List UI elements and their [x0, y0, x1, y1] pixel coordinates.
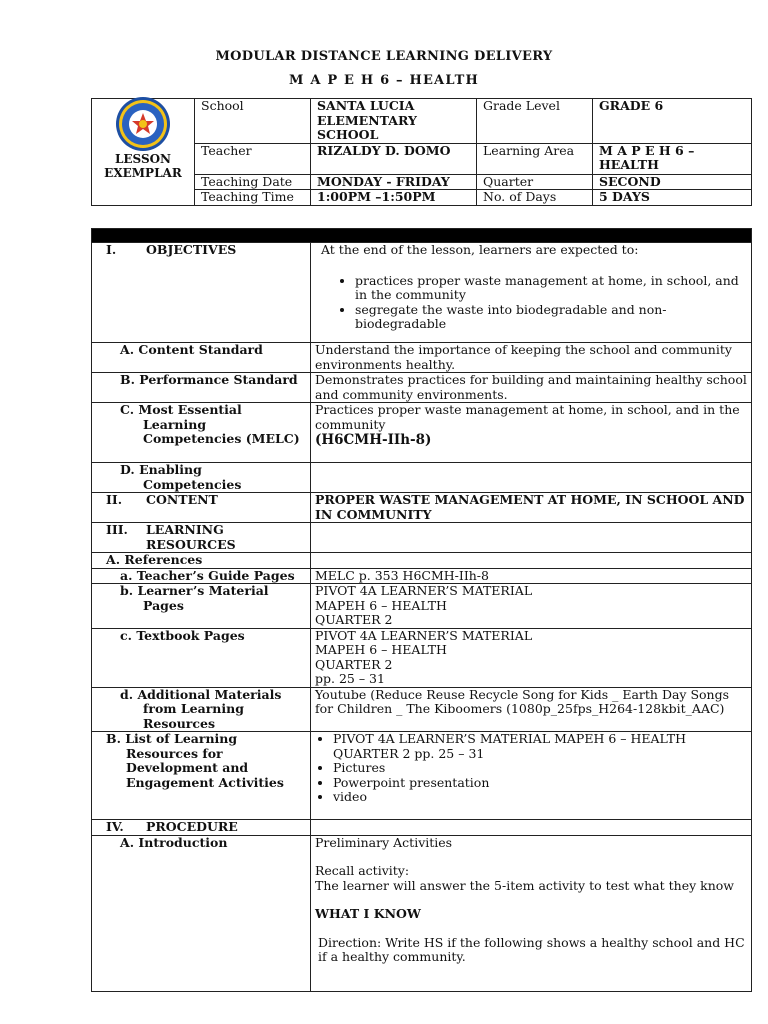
resources-num: III.	[106, 522, 128, 537]
quarter-label: Quarter	[477, 174, 593, 190]
logo-cell	[92, 99, 195, 206]
list-item: • practices proper waste management at home, in school, and in the community	[355, 274, 747, 303]
document-subtitle: M A P E H 6 – HEALTH	[289, 73, 479, 88]
lm-pages-line: PIVOT 4A LEARNER’S MATERIAL	[315, 583, 533, 598]
objectives-list	[321, 274, 747, 332]
enabling-label-1: D. Enabling	[120, 462, 202, 477]
additional-value: Youtube (Reduce Reuse Recycle Song for Kids _ Earth Day Songs for Children _ The Kiboomers (1080p_25fps_H264-128kbit_AAC)	[311, 687, 752, 732]
tb-pages-line: MAPEH 6 – HEALTH	[315, 642, 447, 657]
melc-label-3: Competencies (MELC)	[143, 431, 300, 446]
list-resources-label-2: Resources for	[126, 745, 223, 761]
table-row	[92, 403, 752, 463]
area-value: M A P E H 6 – HEALTH	[593, 143, 752, 174]
grade-label: Grade Level	[477, 99, 593, 144]
tb-pages-line: QUARTER 2	[315, 656, 393, 672]
list-resources-label-1: B. List of Learning	[106, 731, 238, 746]
additional-label-3: Resources	[143, 715, 215, 731]
lesson-plan-table	[91, 228, 752, 992]
table-row	[92, 820, 752, 836]
procedure-label: PROCEDURE	[146, 819, 238, 834]
time-label: Teaching Time	[195, 190, 311, 206]
content-value: PROPER WASTE MANAGEMENT AT HOME, IN SCHOOL AND IN COMMUNITY	[311, 493, 752, 523]
direction-text: Direction: Write HS if the following shows a healthy school and HC if a healthy community.	[318, 934, 745, 964]
teacher-label: Teacher	[195, 143, 311, 174]
deped-seal-icon	[115, 96, 171, 152]
days-value: 5 DAYS	[593, 190, 752, 206]
table-row	[92, 628, 752, 687]
list-resources-label-3: Development and	[126, 760, 249, 775]
objectives-label: OBJECTIVES	[146, 242, 237, 257]
content-num: II.	[106, 492, 123, 507]
recall-title: Recall activity:	[315, 863, 410, 878]
melc-value: Practices proper waste management at home, in school, and in the community	[315, 402, 740, 432]
quarter-value: SECOND	[593, 174, 752, 190]
melc-label-1: C. Most Essential	[120, 402, 242, 417]
lesson-info-table	[91, 98, 752, 206]
content-standard-value: Understand the importance of keeping the school and community environments healthy.	[311, 343, 752, 373]
preliminary-text: Preliminary Activities	[315, 834, 453, 850]
lm-pages-line: MAPEH 6 – HEALTH	[315, 597, 447, 613]
lesson-label-1: LESSON	[114, 152, 172, 166]
table-row	[92, 373, 752, 403]
resources-label-2: RESOURCES	[146, 536, 236, 552]
table-row	[92, 493, 752, 523]
additional-label-2: from Learning	[143, 701, 244, 716]
resources-list	[315, 732, 747, 805]
tg-pages-value: MELC p. 353 H6CMH-IIh-8	[311, 568, 752, 584]
tb-pages-line: pp. 25 – 31	[315, 671, 385, 686]
melc-code: (H6CMH-IIh-8)	[315, 432, 432, 448]
performance-standard-value: Demonstrates practices for building and maintaining healthy school and community environments.	[311, 373, 752, 403]
what-i-know-heading: WHAT I KNOW	[315, 906, 421, 921]
tg-pages-label: a. Teacher’s Guide Pages	[92, 568, 311, 584]
school-label: School	[195, 99, 311, 144]
table-row	[92, 463, 752, 493]
date-value: MONDAY - FRIDAY	[311, 174, 477, 190]
resources-label-1: LEARNING	[146, 522, 224, 537]
objectives-num: I.	[106, 242, 117, 257]
teacher-value: RIZALDY D. DOMO	[311, 143, 477, 174]
table-row	[92, 732, 752, 820]
list-item: • segregate the waste into biodegradable and non-biodegradable	[355, 303, 747, 332]
tb-pages-line: PIVOT 4A LEARNER’S MATERIAL	[315, 627, 533, 643]
table-row	[92, 687, 752, 732]
list-item: • PIVOT 4A LEARNER’S MATERIAL MAPEH 6 – HEALTH QUARTER 2 pp. 25 – 31	[333, 732, 747, 761]
references-label: A. References	[92, 553, 311, 569]
lm-pages-label-1: b. Learner’s Material	[120, 583, 269, 598]
lesson-label-2: EXEMPLAR	[104, 166, 182, 180]
document-title: MODULAR DISTANCE LEARNING DELIVERY	[215, 49, 553, 64]
objectives-row	[92, 243, 752, 343]
content-label: CONTENT	[146, 492, 218, 507]
enabling-value	[311, 463, 752, 493]
table-row	[92, 568, 752, 584]
header-bar	[92, 229, 752, 243]
introduction-label: A. Introduction	[92, 835, 311, 991]
area-label: Learning Area	[477, 143, 593, 174]
grade-value: GRADE 6	[593, 99, 752, 144]
time-value: 1:00PM –1:50PM	[311, 190, 477, 206]
tb-pages-label: c. Textbook Pages	[92, 628, 311, 687]
additional-label-1: d. Additional Materials	[120, 686, 282, 702]
lm-pages-line: QUARTER 2	[315, 612, 393, 627]
table-row	[92, 523, 752, 553]
performance-standard-label: B. Performance Standard	[92, 373, 311, 403]
melc-label-2: Learning	[143, 416, 207, 432]
list-item: • video	[333, 790, 747, 805]
list-resources-label-4: Engagement Activities	[126, 774, 284, 790]
table-row	[92, 584, 752, 629]
list-item: • Powerpoint presentation	[333, 776, 747, 791]
date-label: Teaching Date	[195, 174, 311, 190]
table-row	[92, 553, 752, 569]
table-row	[92, 835, 752, 991]
enabling-label-2: Competencies	[143, 476, 242, 492]
procedure-num: IV.	[106, 819, 124, 834]
days-label: No. of Days	[477, 190, 593, 206]
lm-pages-label-2: Pages	[143, 597, 184, 613]
content-standard-label: A. Content Standard	[92, 343, 311, 373]
recall-text: The learner will answer the 5-item activity to test what they know	[315, 877, 734, 893]
table-row	[92, 343, 752, 373]
school-value: SANTA LUCIA ELEMENTARY SCHOOL	[311, 99, 477, 144]
list-item: • Pictures	[333, 761, 747, 776]
objectives-intro: At the end of the lesson, learners are expected to:	[321, 242, 639, 257]
